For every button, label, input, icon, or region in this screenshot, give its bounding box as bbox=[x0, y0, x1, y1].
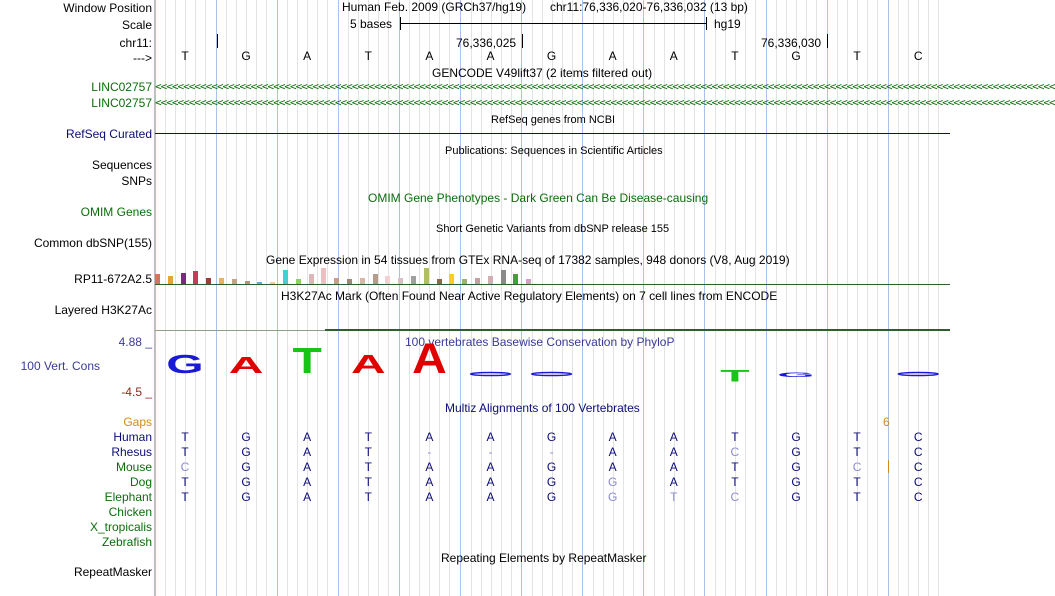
coord-label-2: 76,336,030 bbox=[761, 36, 822, 50]
species-alignment-row[interactable] bbox=[155, 430, 950, 445]
base-letter: T bbox=[731, 430, 739, 444]
base-letter: T bbox=[364, 490, 372, 504]
gtex-tissue-bar[interactable] bbox=[513, 274, 518, 284]
base-letter: G bbox=[791, 430, 801, 444]
species-alignment-row[interactable] bbox=[155, 490, 950, 505]
dbsnp-track-title: Short Genetic Variants from dbSNP release 155 bbox=[436, 223, 670, 235]
base-letter: C bbox=[730, 490, 740, 504]
coord-label-1: 76,336,025 bbox=[456, 36, 517, 50]
base-letter: A bbox=[303, 430, 312, 444]
species-alignment-row[interactable] bbox=[155, 535, 950, 550]
conservation-mark bbox=[532, 373, 572, 376]
track-labels-panel bbox=[0, 0, 154, 596]
coord-tick-1 bbox=[217, 34, 218, 48]
species-label[interactable]: Elephant bbox=[104, 490, 152, 504]
label-sequences[interactable]: Sequences bbox=[91, 158, 152, 172]
conservation-letter: T bbox=[292, 340, 322, 381]
phylop-conservation-logo[interactable] bbox=[155, 334, 950, 410]
base-letter: T bbox=[853, 430, 861, 444]
base-letter: A bbox=[608, 445, 617, 459]
base-letter: G bbox=[241, 430, 251, 444]
label-layered-h3k27ac[interactable]: Layered H3K27Ac bbox=[54, 303, 152, 317]
base-letter: A bbox=[303, 445, 312, 459]
species-label[interactable]: Rhesus bbox=[111, 445, 152, 459]
conservation-letter: G bbox=[777, 371, 815, 379]
gtex-tissue-bar[interactable] bbox=[193, 271, 198, 284]
gtex-tissue-bar[interactable] bbox=[309, 274, 314, 284]
base-letter: T bbox=[853, 445, 861, 459]
base-letter: A bbox=[669, 475, 678, 489]
linc02757-gene-1[interactable]: <<<<<<<<<<<<<<<<<<<<<<<<<<<<<<<<<<<<<<<<<<<<<<<<<<<<<<<<<<<<<<<<<<<<<<<<<<<<<<<<<<<<<<<<<<<<<<<<<<<<<<<<<<<<<<<<<<<<<<<<<<<<<<<<<<<<<<<<<<<<<<<<<<<<<<<<<<<<<<<< bbox=[155, 80, 1055, 93]
window-position-text[interactable]: chr11:76,336,020-76,336,032 (13 bp) bbox=[550, 0, 748, 14]
base-letter: G bbox=[241, 49, 251, 63]
gtex-tissue-bar[interactable] bbox=[283, 270, 288, 284]
base-letter: T bbox=[731, 49, 739, 63]
base-letter: A bbox=[486, 460, 495, 474]
h3k27ac-signal-peak[interactable] bbox=[325, 329, 950, 331]
label-scale[interactable]: Scale bbox=[121, 18, 152, 32]
gtex-bar-graph[interactable] bbox=[155, 266, 550, 286]
base-letter: A bbox=[425, 430, 434, 444]
gtex-tissue-bar[interactable] bbox=[424, 268, 429, 284]
species-label[interactable]: Dog bbox=[129, 475, 152, 489]
gtex-tissue-bar[interactable] bbox=[488, 276, 493, 284]
base-letter: C bbox=[180, 460, 190, 474]
label-common-dbsnp[interactable]: Common dbSNP(155) bbox=[33, 236, 152, 250]
gtex-track-title: Gene Expression in 54 tissues from GTEx RNA-seq of 17382 samples, 948 donors (V8, Aug 2019) bbox=[266, 253, 790, 267]
gtex-baseline bbox=[155, 284, 950, 285]
base-letter: G bbox=[546, 460, 557, 474]
base-letter: A bbox=[425, 460, 434, 474]
base-letter: G bbox=[546, 49, 557, 63]
base-letter: T bbox=[853, 475, 861, 489]
base-letter: T bbox=[364, 445, 372, 459]
base-letter: A bbox=[425, 49, 434, 63]
label-linc02757-1[interactable]: LINC02757 bbox=[91, 80, 152, 94]
label-linc02757-2[interactable]: LINC02757 bbox=[91, 96, 152, 110]
base-letter: G bbox=[241, 445, 251, 459]
base-letter: G bbox=[241, 490, 251, 504]
gtex-tissue-bar[interactable] bbox=[321, 268, 326, 284]
coord-tick-2 bbox=[522, 34, 523, 48]
refseq-gene-line[interactable] bbox=[155, 133, 950, 134]
label-cons-max: 4.88 _ bbox=[118, 335, 152, 349]
phylop-track-title: 100 vertebrates Basewise Conservation by PhyloP bbox=[405, 335, 675, 349]
base-letter: A bbox=[303, 490, 312, 504]
base-letter: A bbox=[486, 430, 495, 444]
base-letter: A bbox=[486, 49, 495, 63]
base-letter: T bbox=[364, 430, 372, 444]
reference-sequence-row bbox=[155, 49, 950, 64]
species-alignment-row[interactable] bbox=[155, 505, 950, 520]
species-alignment-row[interactable] bbox=[155, 475, 950, 490]
gtex-tissue-bar[interactable] bbox=[449, 274, 454, 284]
base-letter: A bbox=[425, 475, 434, 489]
base-letter: - bbox=[488, 445, 493, 459]
base-letter: C bbox=[913, 430, 923, 444]
gap-count: 6 bbox=[883, 415, 890, 429]
gtex-tissue-bar[interactable] bbox=[411, 276, 416, 284]
base-letter: T bbox=[670, 490, 678, 504]
base-letter: A bbox=[425, 490, 434, 504]
conservation-letter: A bbox=[228, 352, 264, 378]
conservation-letter: A bbox=[350, 349, 386, 380]
multiz-track-title: Multiz Alignments of 100 Vertebrates bbox=[445, 401, 640, 415]
species-label[interactable]: Zebrafish bbox=[101, 535, 152, 549]
omim-track-title: OMIM Gene Phenotypes - Dark Green Can Be Disease-causing bbox=[368, 191, 709, 205]
base-letter: C bbox=[913, 49, 923, 63]
gencode-track-title: GENCODE V49lift37 (2 items filtered out) bbox=[432, 66, 653, 80]
base-letter: G bbox=[791, 490, 801, 504]
h3k27ac-track-title: H3K27Ac Mark (Often Found Near Active Regulatory Elements) on 7 cell lines from ENCODE bbox=[281, 289, 778, 303]
label-chr[interactable]: chr11: bbox=[119, 36, 152, 50]
label-cons-min: -4.5 _ bbox=[121, 385, 152, 399]
conservation-mark bbox=[898, 373, 938, 376]
base-letter: T bbox=[731, 460, 739, 474]
base-letter: T bbox=[181, 490, 189, 504]
gtex-tissue-bar[interactable] bbox=[373, 274, 378, 284]
conservation-letter: A bbox=[412, 334, 447, 383]
species-label[interactable]: X_tropicalis bbox=[89, 520, 152, 534]
scale-text: 5 bases bbox=[350, 17, 393, 31]
base-letter: T bbox=[364, 475, 372, 489]
conservation-mark bbox=[471, 373, 511, 376]
base-letter: T bbox=[364, 49, 372, 63]
species-label[interactable]: Mouse bbox=[115, 460, 152, 474]
base-letter: G bbox=[791, 475, 801, 489]
conservation-letter: T bbox=[720, 366, 750, 386]
base-letter: A bbox=[303, 49, 312, 63]
scale-bar bbox=[400, 23, 706, 24]
assembly-title: Human Feb. 2009 (GRCh37/hg19) bbox=[342, 0, 527, 14]
conservation-letter: G bbox=[166, 349, 204, 380]
base-letter: - bbox=[427, 445, 432, 459]
base-letter: A bbox=[608, 460, 617, 474]
base-letter: C bbox=[913, 490, 923, 504]
label-strand-arrow[interactable]: ---> bbox=[133, 51, 152, 65]
base-letter: G bbox=[791, 460, 801, 474]
scale-bar-right-tick bbox=[706, 17, 707, 30]
base-letter: A bbox=[669, 430, 678, 444]
base-letter: A bbox=[608, 49, 617, 63]
base-letter: C bbox=[913, 475, 923, 489]
species-label[interactable]: Chicken bbox=[108, 505, 152, 519]
base-letter: A bbox=[669, 49, 678, 63]
label-omim-genes[interactable]: OMIM Genes bbox=[80, 205, 152, 219]
gtex-tissue-bar[interactable] bbox=[501, 270, 506, 284]
label-window-position[interactable]: Window Position bbox=[63, 1, 152, 15]
gtex-tissue-bar[interactable] bbox=[155, 274, 160, 284]
species-label[interactable]: Human bbox=[113, 430, 152, 444]
base-letter: A bbox=[303, 460, 312, 474]
base-letter: A bbox=[669, 445, 678, 459]
base-letter: C bbox=[852, 460, 862, 474]
base-letter: A bbox=[303, 475, 312, 489]
base-letter: T bbox=[853, 490, 861, 504]
base-letter: T bbox=[181, 475, 189, 489]
base-letter: C bbox=[730, 445, 740, 459]
base-letter: G bbox=[546, 430, 557, 444]
label-rp11[interactable]: RP11-672A2.5 bbox=[74, 272, 152, 286]
label-100-vert-cons[interactable]: 100 Vert. Cons bbox=[20, 359, 100, 373]
repeatmasker-track-title: Repeating Elements by RepeatMasker bbox=[441, 551, 647, 565]
base-letter: - bbox=[549, 445, 554, 459]
refseq-track-title: RefSeq genes from NCBI bbox=[491, 114, 616, 126]
coord-tick-3 bbox=[827, 34, 828, 48]
base-letter: A bbox=[669, 460, 678, 474]
base-letter: G bbox=[546, 475, 557, 489]
species-alignment-row[interactable] bbox=[155, 445, 950, 460]
label-gaps[interactable]: Gaps bbox=[123, 415, 152, 429]
base-letter: G bbox=[608, 490, 618, 504]
base-letter: T bbox=[181, 445, 189, 459]
gtex-tissue-bar[interactable] bbox=[168, 276, 173, 284]
publications-track-title: Publications: Sequences in Scientific Articles bbox=[445, 145, 663, 157]
base-letter: C bbox=[913, 445, 923, 459]
base-letter: G bbox=[791, 49, 801, 63]
base-letter: T bbox=[364, 460, 372, 474]
base-letter: T bbox=[853, 49, 861, 63]
species-alignment-row[interactable] bbox=[155, 460, 950, 475]
base-letter: G bbox=[791, 445, 801, 459]
base-letter: T bbox=[181, 49, 189, 63]
base-letter: T bbox=[181, 430, 189, 444]
base-letter: G bbox=[241, 460, 251, 474]
base-letter: G bbox=[608, 475, 618, 489]
label-repeatmasker[interactable]: RepeatMasker bbox=[73, 565, 152, 579]
base-letter: G bbox=[241, 475, 251, 489]
species-alignment-row[interactable] bbox=[155, 520, 950, 535]
label-refseq-curated[interactable]: RefSeq Curated bbox=[65, 127, 152, 141]
base-letter: G bbox=[546, 490, 557, 504]
label-snps[interactable]: SNPs bbox=[121, 174, 152, 188]
linc02757-gene-2[interactable]: <<<<<<<<<<<<<<<<<<<<<<<<<<<<<<<<<<<<<<<<<<<<<<<<<<<<<<<<<<<<<<<<<<<<<<<<<<<<<<<<<<<<<<<<<<<<<<<<<<<<<<<<<<<<<<<<<<<<<<<<<<<<<<<<<<<<<<<<<<<<<<<<<<<<<<<<<<<<<<<< bbox=[155, 96, 1055, 109]
base-letter: A bbox=[486, 490, 495, 504]
base-letter: C bbox=[913, 460, 923, 474]
gtex-tissue-bar[interactable] bbox=[181, 273, 186, 284]
base-letter: A bbox=[486, 475, 495, 489]
base-letter: T bbox=[731, 475, 739, 489]
base-letter: A bbox=[608, 430, 617, 444]
scale-db: hg19 bbox=[714, 17, 741, 31]
gtex-tissue-bar[interactable] bbox=[385, 276, 390, 284]
